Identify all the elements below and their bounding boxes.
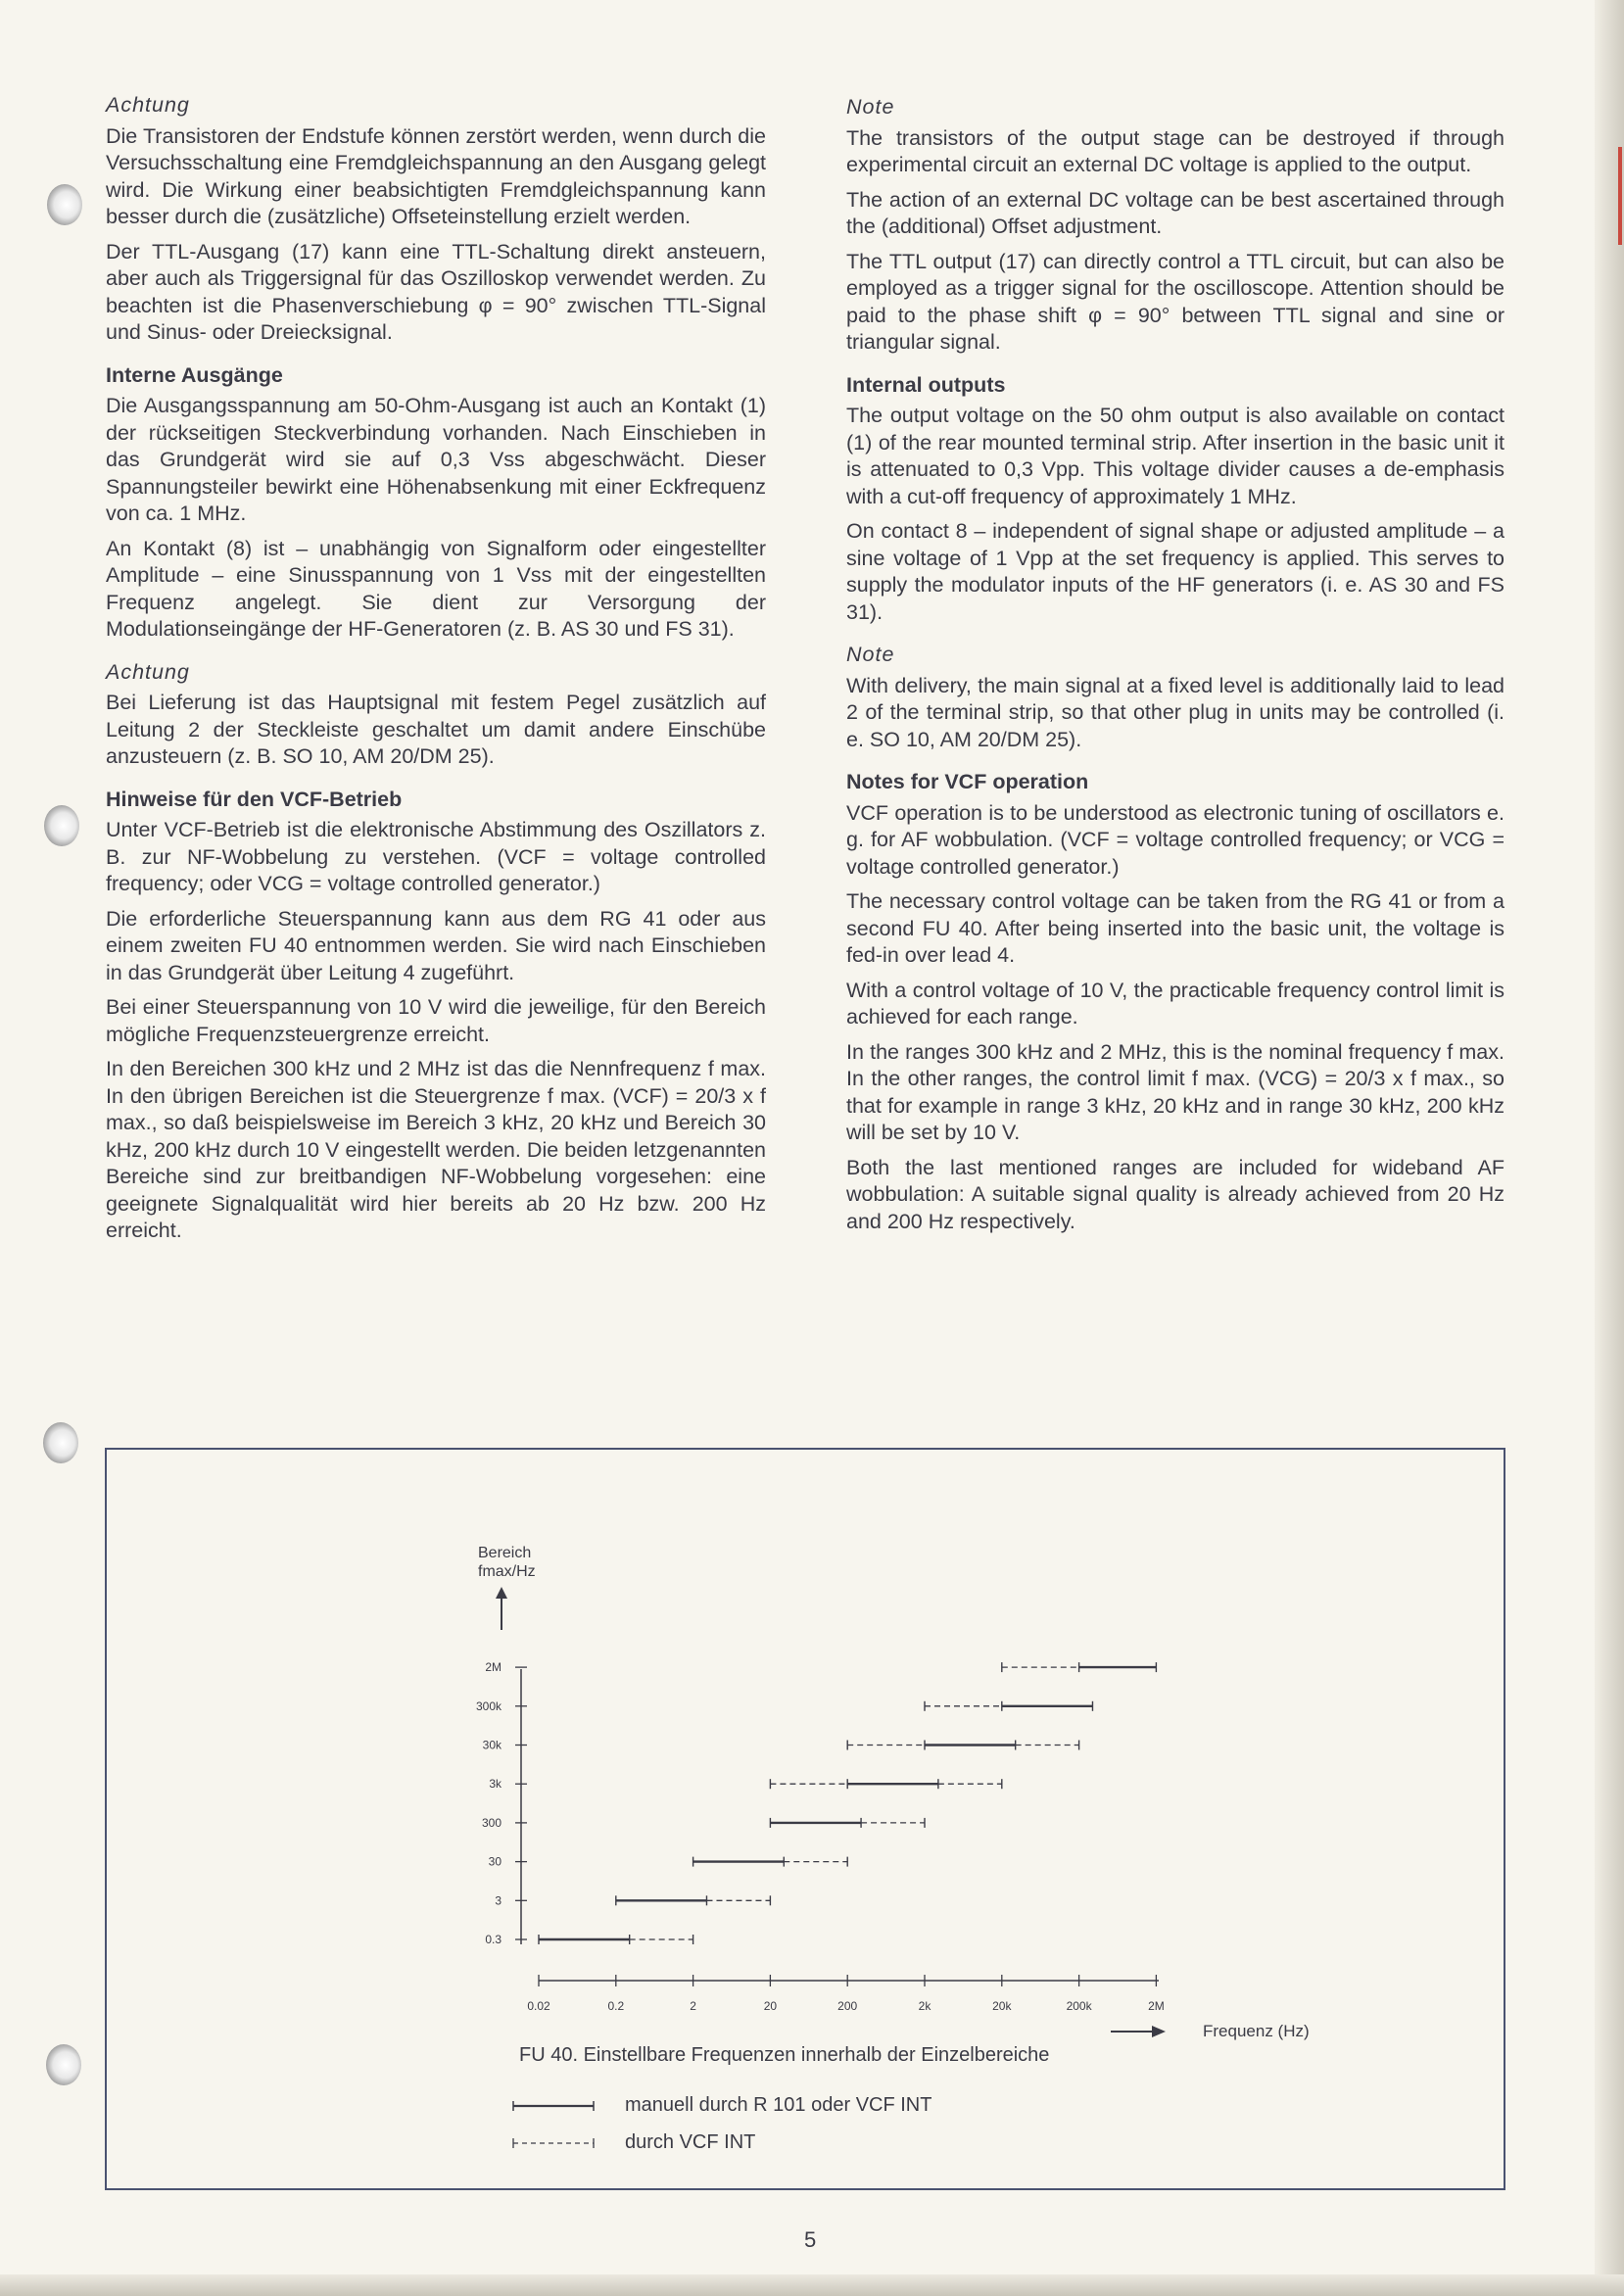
note-paragraph: The action of an external DC voltage can be best ascertained through the (additional) Offset adjustment. [846, 187, 1505, 238]
x-tick-label: 2k [918, 1999, 931, 2013]
left-column [106, 92, 766, 1253]
y-tick-label: 0.3 [485, 1933, 502, 1946]
vcf-paragraph: The necessary control voltage can be taken from the RG 41 or from a second FU 40. After being inserted into the basic unit, the voltage is fed-in over lead 4. [846, 889, 1505, 967]
punch-hole [44, 805, 79, 846]
punch-hole [47, 184, 82, 225]
note-heading: Note [846, 643, 895, 666]
achtung-text: Bei Lieferung ist das Hauptsignal mit festem Pegel zusätzlich auf Leitung 2 der Steckleiste geschaltet um damit andere Einschübe anzusteuern (z. B. SO 10, AM 20/DM 25). [106, 691, 766, 768]
y-tick-label: 300k [475, 1698, 502, 1713]
x-tick-label: 2M [1148, 1999, 1165, 2013]
y-tick-label: 3 [495, 1893, 502, 1908]
page-number: 5 [804, 2227, 817, 2252]
y-tick-label: 30 [488, 1854, 502, 1869]
x-tick-label: 0.02 [527, 1999, 550, 2013]
note-paragraph: With delivery, the main signal at a fixed level is additionally laid to lead 2 of the terminal strip, so that other plug in units may be controlled (i. e. SO 10, AM 20/DM 25). [846, 673, 1505, 751]
achtung-text: Die Transistoren der Endstufe können zerstört werden, wenn durch die Versuchsschaltung eine Fremdgleichspannung an den Ausgang gelegt wird. Die Wirkung einer beabsichtigten Fremdgleichspannung kann besser durch die (zusätzliche) Offseteinstellung erzielt werden. [106, 123, 766, 228]
vcf-heading: Notes for VCF operation [846, 770, 1089, 793]
vcf-paragraph: In den Bereichen 300 kHz und 2 MHz ist das die Nennfrequenz f max. In den übrigen Bereichen ist die Steuergrenze f max. (VCF) = 20/3 x f max., so daß beispielsweise im Bereich 3 kHz, 20 kHz und Bereich 30 kHz, 200 kHz durch 10 V eingestellt werden. Die beiden letzgenannten Bereiche sind zur breitbandigen NF-Wobbelung vorgesehen: eine geeignete Signalqualität wird hier bereits ab 20 Hz bzw. 200 Hz erreicht. [106, 1057, 766, 1242]
x-axis-label: Frequenz (Hz) [1203, 2022, 1310, 2040]
punch-hole [43, 1422, 78, 1463]
x-tick-label: 20k [992, 1999, 1012, 2013]
page-bottom-edge [0, 2274, 1624, 2296]
vcf-paragraph: Die erforderliche Steuerspannung kann aus dem RG 41 oder aus einem zweiten FU 40 entnommen werden. Sie wird nach Einschieben in das Grundgerät über Leitung 4 zugeführt. [106, 906, 766, 984]
x-tick-label: 2 [690, 1999, 696, 2013]
ttl-text: Der TTL-Ausgang (17) kann eine TTL-Schaltung direkt ansteuern, aber auch als Triggersignal für das Oszilloskop verwendet werden. Zu beachten ist die Phasenverschiebung φ = 90° zwischen TTL-Signal und Sinus- oder Dreiecksignal. [106, 239, 766, 344]
vcf-paragraph: VCF operation is to be understood as electronic tuning of oscillators e. g. for AF wobbulation. (VCF = voltage controlled frequency; or VCG = voltage controlled generator.) [846, 800, 1505, 879]
y-axis-label: fmax/Hz [478, 1563, 536, 1580]
achtung-heading: Achtung [106, 93, 190, 117]
x-tick-label: 20 [763, 1999, 778, 2013]
note-paragraph: The TTL output (17) can directly control a TTL circuit, but can also be employed as a trigger signal for the oscilloscope. Attention should be paid to the phase shift φ = 90° between TTL signal and sine or triangular signal. [846, 249, 1505, 354]
page-edge [1595, 0, 1624, 2296]
vcf-paragraph: In the ranges 300 kHz and 2 MHz, this is the nominal frequency f max. In the other ranges, the control limit f max. (VCG) = 20/3 x f max., so that for example in range 3 kHz, 20 kHz and in range 30 kHz, 200 kHz will be set by 10 V. [846, 1039, 1505, 1144]
legend-swatches [511, 2096, 599, 2165]
vcf-heading: Hinweise für den VCF-Betrieb [106, 787, 403, 811]
x-tick-label: 200k [1066, 1999, 1092, 2013]
y-tick-label: 300 [481, 1815, 502, 1830]
legend-dashed-label: durch VCF INT [625, 2131, 756, 2153]
interne-paragraph: An Kontakt (8) ist – unabhängig von Signalform oder eingestellter Amplitude – eine Sinusspannung von 1 Vss mit der eingestellten Frequenz angelegt. Sie dient zur Versorgung der Modulationseingänge der HF-Generatoren (z. B. AS 30 und FS 31). [106, 536, 766, 641]
edge-mark [1618, 147, 1622, 245]
figure-frame [105, 1448, 1505, 2190]
punch-hole [46, 2044, 81, 2085]
internal-paragraph: The output voltage on the 50 ohm output is also available on contact (1) of the rear mounted terminal strip. After insertion in the basic unit it is attenuated to 0,3 Vpp. This voltage divider causes a de-emphasis with a cut-off frequency of approximately 1 MHz. [846, 404, 1505, 508]
x-tick-label: 0.2 [607, 1999, 625, 2013]
vcf-paragraph: Unter VCF-Betrieb ist die elektronische Abstimmung des Oszillators z. B. zur NF-Wobbelung zu verstehen. (VCF = voltage controlled frequency; oder VCG = voltage controlled generator.) [106, 818, 766, 895]
interne-heading: Interne Ausgänge [106, 362, 283, 387]
y-tick-label: 3k [489, 1777, 502, 1792]
y-axis-label: Bereich [478, 1545, 532, 1561]
note-paragraph: The transistors of the output stage can be destroyed if through experimental circuit an external DC voltage is applied to the output. [846, 125, 1505, 176]
figure-caption: FU 40. Einstellbare Frequenzen innerhalb der Einzelbereiche [519, 2044, 1050, 2066]
y-tick-label: 30k [482, 1738, 502, 1752]
right-column [846, 94, 1505, 1243]
vcf-paragraph: Bei einer Steuerspannung von 10 V wird die jeweilige, für den Bereich mögliche Frequenzsteuergrenze erreicht. [106, 995, 766, 1046]
achtung-heading: Achtung [106, 659, 190, 684]
y-tick-label: 2M [485, 1660, 502, 1675]
vcf-paragraph: Both the last mentioned ranges are included for wideband AF wobbulation: A suitable signal quality is already achieved from 20 Hz and 200 Hz respectively. [846, 1155, 1505, 1233]
legend-solid-label: manuell durch R 101 oder VCF INT [625, 2094, 932, 2116]
internal-heading: Internal outputs [846, 372, 1006, 397]
x-tick-label: 200 [837, 1999, 858, 2013]
note-heading: Note [846, 95, 895, 119]
interne-paragraph: Die Ausgangsspannung am 50-Ohm-Ausgang ist auch an Kontakt (1) der rückseitigen Steckverbindung vorhanden. Nach Einschieben in das Grundgerät wird sie auf 0,3 Vss abgeschwächt. Dieser Spannungsteiler bewirkt eine Höhenabsenkung mit einer Eckfrequenz von ca. 1 MHz. [106, 394, 766, 525]
internal-paragraph: On contact 8 – independent of signal shape or adjusted amplitude – a sine voltage of 1 Vpp at the set frequency is applied. This serves to supply the modulator inputs of the HF generators (i. e. AS 30 and FS 31). [846, 519, 1505, 624]
vcf-paragraph: With a control voltage of 10 V, the practicable frequency control limit is achieved for each range. [846, 978, 1505, 1028]
